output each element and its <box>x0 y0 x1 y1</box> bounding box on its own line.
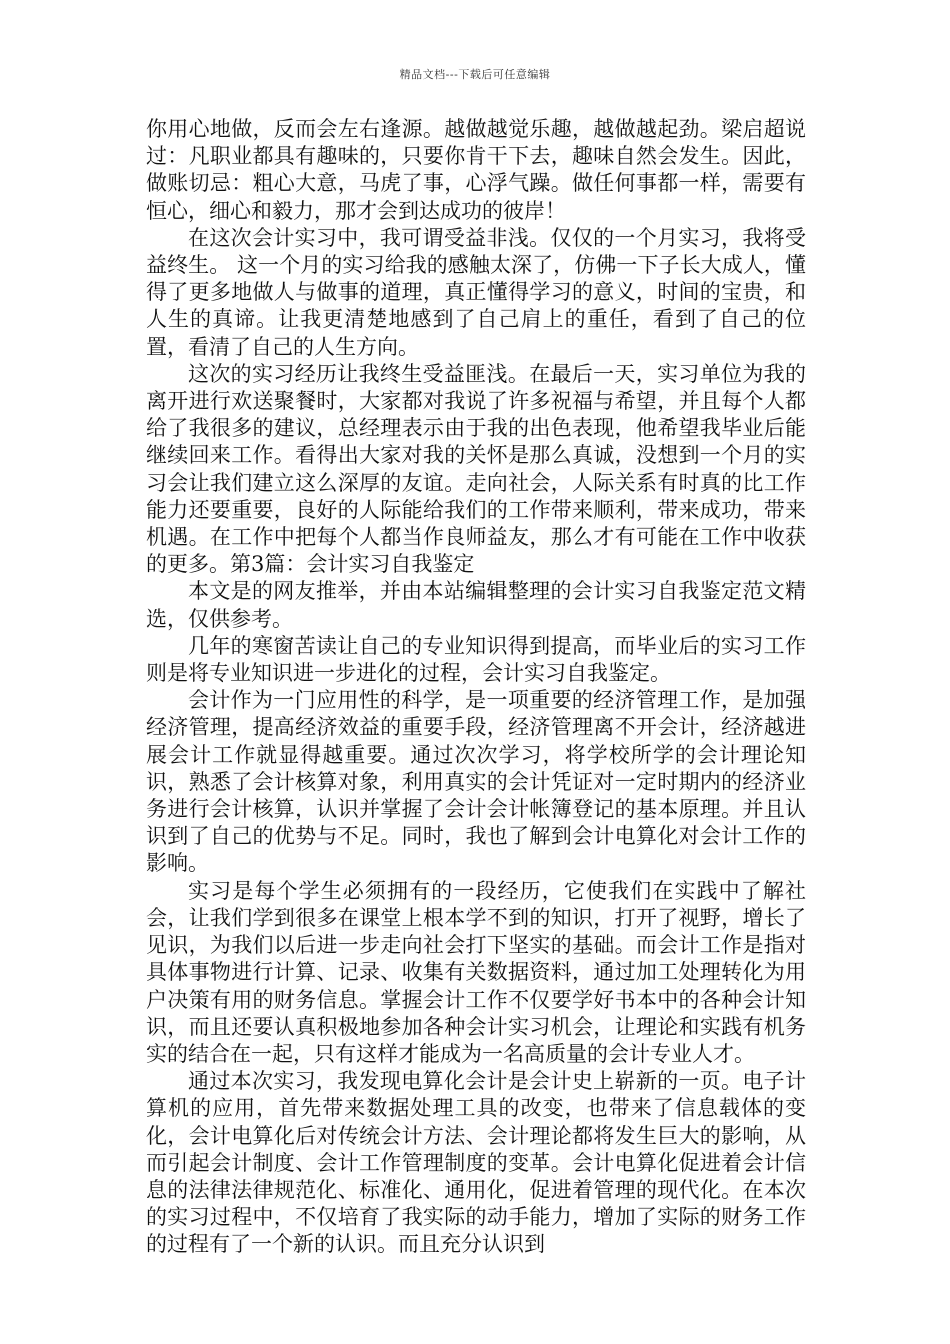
paragraph: 实习是每个学生必须拥有的一段经历，它使我们在实践中了解社会，让我们学到很多在课堂上根本学不到的知识，打开了视野，增长了见识，为我们以后进一步走向社会打下坚实的基础。而会计工作是指对具体事物进行计算、记录、收集有关数据资料，通过加工处理转化为用户决策有用的财务信息。掌握会计工作不仅要学好书本中的各种会计知识，而且还要认真积极地参加各种会计实习机会，让理论和实践有机务实的结合在一起，只有这样才能成为一名高质量的会计专业人才。 <box>146 878 806 1066</box>
page-header: 精品文档---下载后可任意编辑 <box>399 68 551 81</box>
paragraph: 在这次会计实习中，我可谓受益非浅。仅仅的一个月实习，我将受益终生。 这一个月的实习给我的感触太深了，仿佛一下子长大成人，懂得了更多地做人与做事的道理，真正懂得学习的意义，时间的宝贵，和人生的真谛。让我更清楚地感到了自己肩上的重任，看到了自己的位置，看清了自己的人生方向。 <box>146 225 806 359</box>
paragraph-continuation: 你用心地做，反而会左右逢源。越做越觉乐趣，越做越起劲。梁启超说过：凡职业都具有趣味的，只要你肯干下去，趣味自然会发生。因此，做账切忌：粗心大意，马虎了事，心浮气躁。做任何事都一样，需要有恒心，细心和毅力，那才会到达成功的彼岸！ <box>146 117 806 223</box>
paragraph: 几年的寒窗苦读让自己的专业知识得到提高，而毕业后的实习工作则是将专业知识进一步进化的过程，会计实习自我鉴定。 <box>146 633 806 686</box>
paragraph: 通过本次实习，我发现电算化会计是会计史上崭新的一页。电子计算机的应用，首先带来数据处理工具的改变，也带来了信息载体的变化，会计电算化后对传统会计方法、会计理论都将发生巨大的影响，从而引起会计制度、会计工作管理制度的变革。会计电算化促进着会计信息的法律法律规范化、标准化、通用化，促进着管理的现代化。在本次的实习过程中，不仅培育了我实际的动手能力，增加了实际的财务工作的过程有了一个新的认识。而且充分认识到 <box>146 1069 806 1257</box>
paragraph: 会计作为一门应用性的科学，是一项重要的经济管理工作，是加强经济管理，提高经济效益的重要手段，经济管理离不开会计，经济越进展会计工作就显得越重要。通过次次学习，将学校所学的会计理论知识，熟悉了会计核算对象，利用真实的会计凭证对一定时期内的经济业务进行会计核算，认识并掌握了会计会计帐簿登记的基本原理。并且认识到了自己的优势与不足。同时，我也了解到会计电算化对会计工作的影响。 <box>146 688 806 876</box>
document-body <box>146 116 806 1259</box>
paragraph: 本文是的网友推举，并由本站编辑整理的会计实习自我鉴定范文精选，仅供参考。 <box>146 579 806 631</box>
paragraph: 这次的实习经历让我终生受益匪浅。在最后一天，实习单位为我的离开进行欢送聚餐时，大家都对我说了许多祝福与希望，并且每个人都给了我很多的建议，总经理表示由于我的出色表现，他希望我毕业后能继续回来工作。看得出大家对我的关怀是那么真诚，没想到一个月的实习会让我们建立这么深厚的友谊。走向社会，人际关系有时真的比工作能力还要重要，良好的人际能给我们的工作带来顺利，带来成功，带来机遇。在工作中把每个人都当作良师益友，那么才有可能在工作中收获的更多。第3篇：会计实习自我鉴定 <box>146 361 806 577</box>
